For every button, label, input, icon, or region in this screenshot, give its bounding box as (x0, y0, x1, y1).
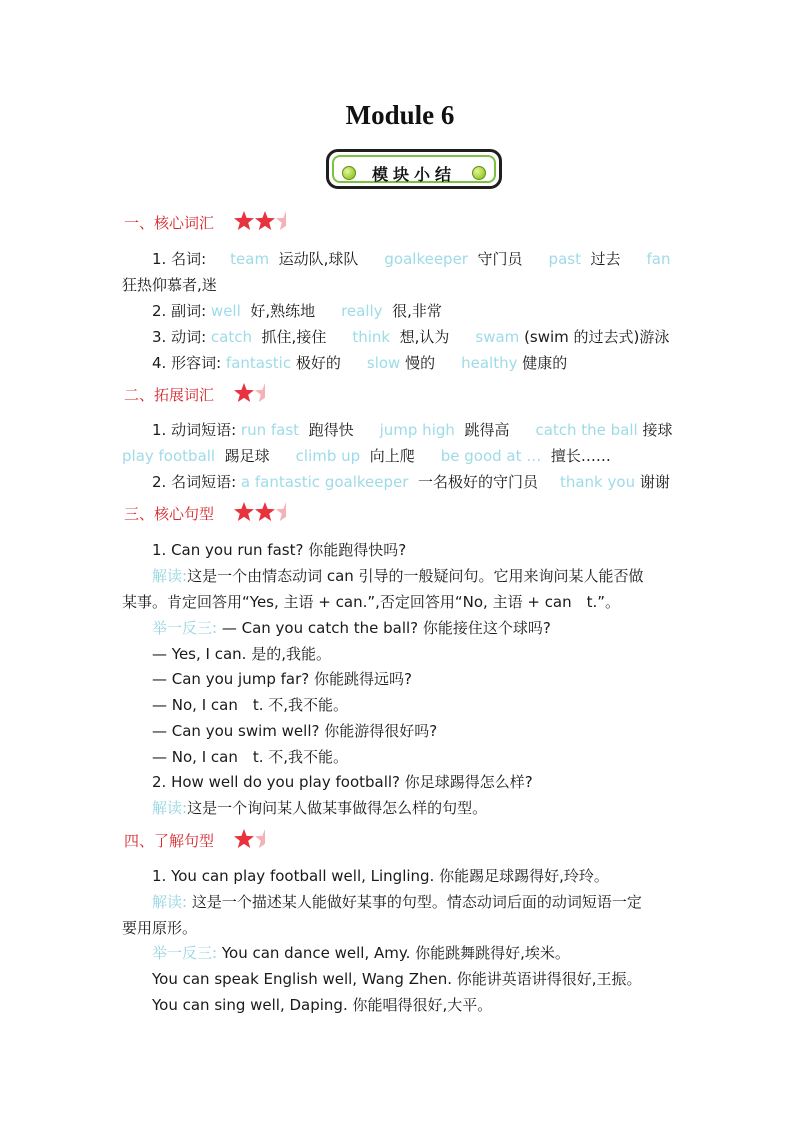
star-icon (234, 383, 254, 402)
answer-word: jump high (379, 421, 455, 439)
answer-word: team (230, 250, 270, 268)
sentence-2: 2. How well do you play football? 你足球踢得怎么样? (152, 773, 533, 791)
example-label: 举一反三: (152, 619, 218, 637)
answer-word: run fast (240, 421, 300, 439)
sentence-1: 1. Can you run fast? 你能跑得快吗? (152, 541, 407, 559)
explanation-1-cont: 某事。肯定回答用“Yes, 主语 + can.”,否定回答用“No, 主语 + can t.”。 (122, 593, 621, 611)
answer-word: past (548, 250, 581, 268)
explanation-label: 解读: (152, 799, 188, 817)
section-heading-core-sentences: 三、核心句型 (124, 505, 215, 523)
explanation-2: 解读:这是一个询问某人做某事做得怎么样的句型。 (152, 799, 488, 817)
answer-word: think (352, 328, 391, 346)
answer-word: healthy (461, 354, 518, 372)
summary-badge (326, 149, 502, 189)
green-dot-icon (472, 166, 486, 180)
vocab-line-nouns: 1. 名词: team 运动队,球队 goalkeeper 守门员 past 过去 fan (152, 250, 671, 268)
explanation-1: 解读:这是一个由情态动词 can 引导的一般疑问句。它用来询问某人能否做 (152, 567, 644, 585)
phrase-line-verb-phrases: 1. 动词短语: run fast 跑得快 jump high 跳得高 catch the ball 接球 (152, 421, 673, 439)
answer-word: well (210, 302, 241, 320)
example-line: — Can you swim well? 你能游得很好吗? (152, 722, 438, 740)
page-title: Module 6 (345, 100, 455, 130)
vocab-line-nouns-cont: 狂热仰慕者,迷 (122, 276, 217, 294)
example-line: — Yes, I can. 是的,我能。 (152, 645, 331, 663)
section-heading-core-vocabulary: 一、核心词汇 (124, 214, 215, 232)
star-icon (234, 211, 254, 230)
example-line: You can sing well, Daping. 你能唱得很好,大平。 (152, 996, 493, 1014)
rating-stars-icon (233, 828, 277, 850)
explanation-3: 解读: 这是一个描述某人能做好某事的句型。情态动词后面的动词短语一定 (152, 893, 642, 911)
star-icon (255, 211, 275, 230)
rating-stars-icon (233, 210, 299, 232)
answer-word: catch (210, 328, 252, 346)
example-line: — Can you jump far? 你能跳得远吗? (152, 670, 412, 688)
explanation-label: 解读: (152, 567, 188, 585)
explanation-3-cont: 要用原形。 (122, 919, 198, 937)
badge-frame (332, 155, 496, 183)
answer-word: fantastic (225, 354, 292, 372)
vocab-line-adverbs: 2. 副词: well 好,熟练地 really 很,非常 (152, 302, 442, 320)
example-line: — No, I can t. 不,我不能。 (152, 748, 349, 766)
answer-word: goalkeeper (384, 250, 468, 268)
badge-label: 模块小结 (371, 165, 456, 184)
answer-word: climb up (295, 447, 361, 465)
star-icon (234, 502, 254, 521)
phrase-line-verb-phrases-cont: play football 踢足球 climb up 向上爬 be good at … 擅长…… (122, 447, 611, 465)
answer-word: play football (122, 447, 216, 465)
sentence-3: 1. You can play football well, Lingling. 你能踢足球踢得好,玲玲。 (152, 867, 609, 885)
answer-word: really (341, 302, 383, 320)
star-icon (255, 502, 275, 521)
explanation-label: 解读: (152, 893, 188, 911)
example-label: 举一反三: (152, 944, 218, 962)
vocab-line-adjectives: 4. 形容词: fantastic 极好的 slow 慢的 healthy 健康的 (152, 354, 568, 372)
example-2: 举一反三: You can dance well, Amy. 你能跳舞跳得好,埃米。 (152, 944, 570, 962)
example-1: 举一反三: — Can you catch the ball? 你能接住这个球吗? (152, 619, 551, 637)
answer-word: swam (475, 328, 520, 346)
section-heading-extended-vocabulary: 二、拓展词汇 (124, 386, 215, 404)
answer-word: slow (366, 354, 401, 372)
rating-stars-icon (233, 501, 299, 523)
vocab-line-verbs: 3. 动词: catch 抓住,接住 think 想,认为 swam (swim 的过去式)游泳 (152, 328, 670, 346)
example-line: — No, I can t. 不,我不能。 (152, 696, 349, 714)
answer-word: fan (646, 250, 671, 268)
rating-stars-icon (233, 382, 277, 404)
section-heading-learn-sentences: 四、了解句型 (124, 832, 215, 850)
answer-word: catch the ball (535, 421, 638, 439)
phrase-line-noun-phrases: 2. 名词短语: a fantastic goalkeeper 一名极好的守门员 thank you 谢谢 (152, 473, 670, 491)
answer-word: be good at … (440, 447, 542, 465)
star-icon (234, 829, 254, 848)
answer-word: a fantastic goalkeeper (240, 473, 409, 491)
example-line: You can speak English well, Wang Zhen. 你能讲英语讲得很好,王振。 (152, 970, 642, 988)
answer-word: thank you (559, 473, 636, 491)
